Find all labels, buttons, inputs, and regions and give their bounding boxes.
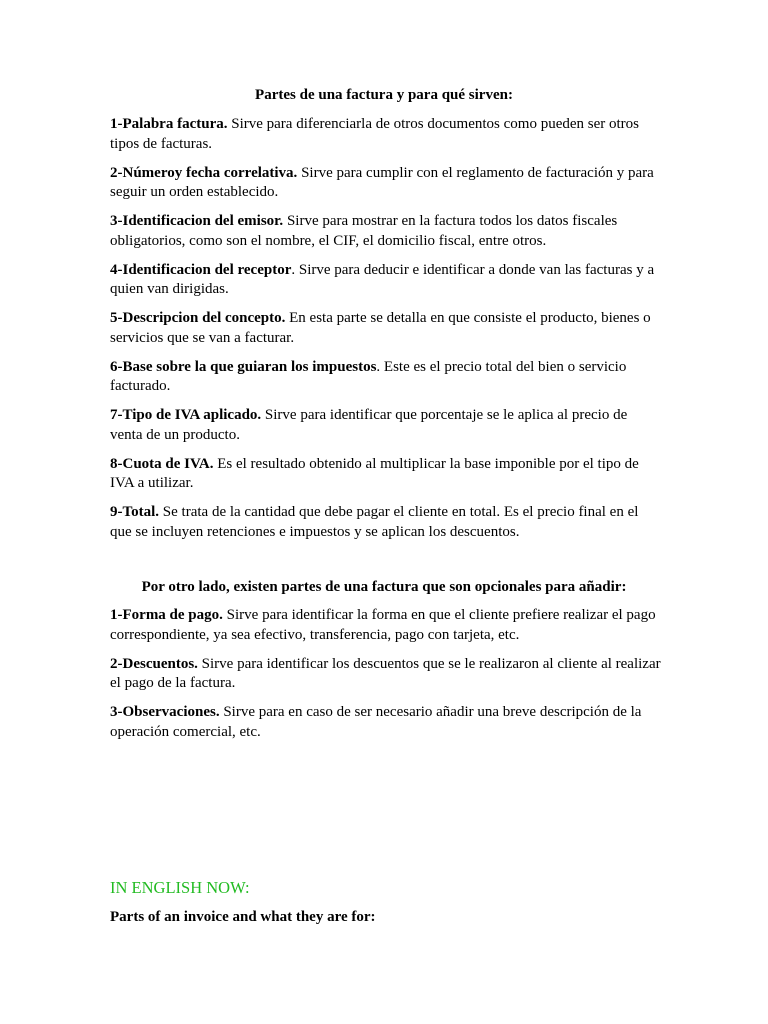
- english-title: Parts of an invoice and what they are for:: [110, 909, 376, 925]
- list-item: [110, 261, 662, 300]
- item-text: En esta parte se detalla en que consiste el producto, bienes o servicios que se van a facturar.: [110, 310, 651, 346]
- list-item: [110, 455, 662, 494]
- item-text: Sirve para identificar que porcentaje se le aplica al precio de venta de un producto.: [110, 407, 628, 443]
- item-label: 6-Base sobre la que guiaran los impuestos: [110, 358, 377, 375]
- item-label: 1-Forma de pago.: [110, 607, 223, 623]
- invoice-parts-list: [110, 115, 662, 552]
- item-text: . Sirve para deducir e identificar a donde van las facturas y a quien van dirigidas.: [110, 261, 655, 297]
- item-label: 5-Descripcion del concepto.: [110, 310, 286, 326]
- list-item: [110, 358, 662, 397]
- item-label: 1-Palabra factura.: [110, 116, 228, 132]
- item-text: Se trata de la cantidad que debe pagar el cliente en total. Es el precio final en el que se incluyen retenciones e impuestos y se aplican los descuentos.: [110, 504, 639, 540]
- item-text: Sirve para identificar los descuentos que se le realizaron al cliente al realizar el pago de la factura.: [110, 655, 661, 691]
- item-label: 9-Total.: [110, 504, 160, 520]
- list-item: [110, 606, 662, 645]
- item-label: 7-Tipo de IVA aplicado.: [110, 407, 262, 423]
- list-item: [110, 655, 662, 694]
- item-label: 2-Descuentos.: [110, 655, 198, 672]
- optional-parts-list: [110, 606, 662, 752]
- list-item: [110, 164, 662, 203]
- optional-parts-title: Por otro lado, existen partes de una factura que son opcionales para añadir:: [141, 579, 627, 595]
- list-item: [110, 503, 662, 542]
- item-text: Es el resultado obtenido al multiplicar la base imponible por el tipo de IVA a utilizar.: [110, 455, 639, 491]
- list-item: [110, 212, 662, 251]
- item-text: Sirve para en caso de ser necesario añadir una breve descripción de la operación comercial, etc.: [110, 704, 642, 740]
- item-label: 3-Identificacion del emisor.: [110, 213, 284, 229]
- item-text: Sirve para identificar la forma en que el cliente prefiere realizar el pago correspondiente, ya sea efectivo, transferencia, pago con tarjeta, etc.: [110, 607, 656, 643]
- item-label: 4-Identificacion del receptor: [110, 261, 292, 278]
- item-text: Sirve para diferenciarla de otros documentos como pueden ser otros tipos de facturas.: [110, 116, 640, 152]
- list-item: [110, 309, 662, 348]
- item-label: 3-Observaciones.: [110, 704, 220, 720]
- document-title: Partes de una factura y para qué sirven:: [255, 87, 513, 103]
- list-item: [110, 406, 662, 445]
- english-heading: IN ENGLISH NOW:: [110, 878, 250, 897]
- item-text: . Este es el precio total del bien o servicio facturado.: [110, 358, 627, 394]
- item-text: Sirve para cumplir con el reglamento de facturación y para seguir un orden establecido.: [110, 164, 654, 200]
- list-item: [110, 115, 662, 154]
- item-text: Sirve para mostrar en la factura todos los datos fiscales obligatorios, como son el nombre, el CIF, el domicilio fiscal, entre otros.: [110, 213, 618, 249]
- item-label: 8-Cuota de IVA.: [110, 455, 214, 472]
- item-label: 2-Númeroy fecha correlativa.: [110, 164, 298, 181]
- list-item: [110, 703, 662, 742]
